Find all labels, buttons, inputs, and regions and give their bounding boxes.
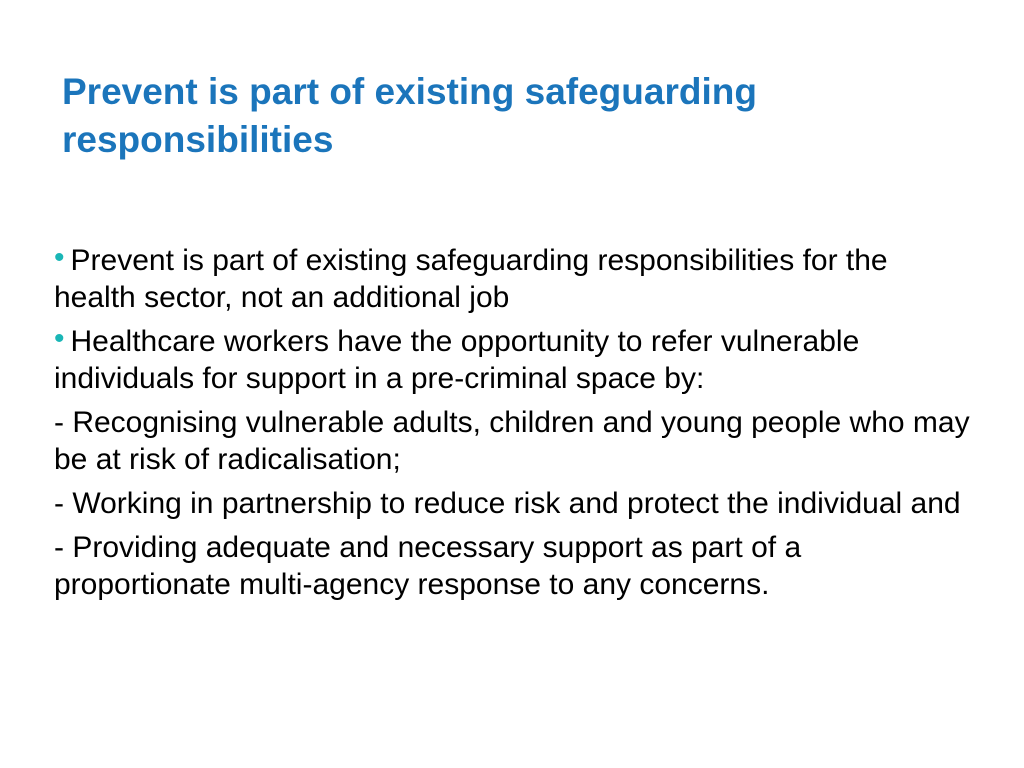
slide-body (54, 242, 974, 610)
bullet-item (54, 242, 974, 316)
bullet-dot-icon: • (54, 241, 65, 274)
sub-item (54, 485, 974, 522)
sub-item (54, 529, 974, 603)
bullet-text: Healthcare workers have the opportunity to refer vulnerable individuals for support in a pre-criminal space by: (54, 325, 860, 395)
sub-item-text: - Working in partnership to reduce risk and protect the individual and (54, 487, 961, 520)
sub-item-text: - Recognising vulnerable adults, children and young people who may be at risk of radicalisation; (54, 406, 970, 476)
bullet-dot-icon: • (54, 322, 65, 355)
sub-item-text: - Providing adequate and necessary support as part of a proportionate multi-agency response to any concerns. (54, 531, 802, 601)
bullet-item (54, 323, 974, 397)
slide-title: Prevent is part of existing safeguarding responsibilities (62, 71, 757, 160)
bullet-text: Prevent is part of existing safeguarding responsibilities for the health sector, not an additional job (54, 244, 888, 314)
sub-item (54, 404, 974, 478)
